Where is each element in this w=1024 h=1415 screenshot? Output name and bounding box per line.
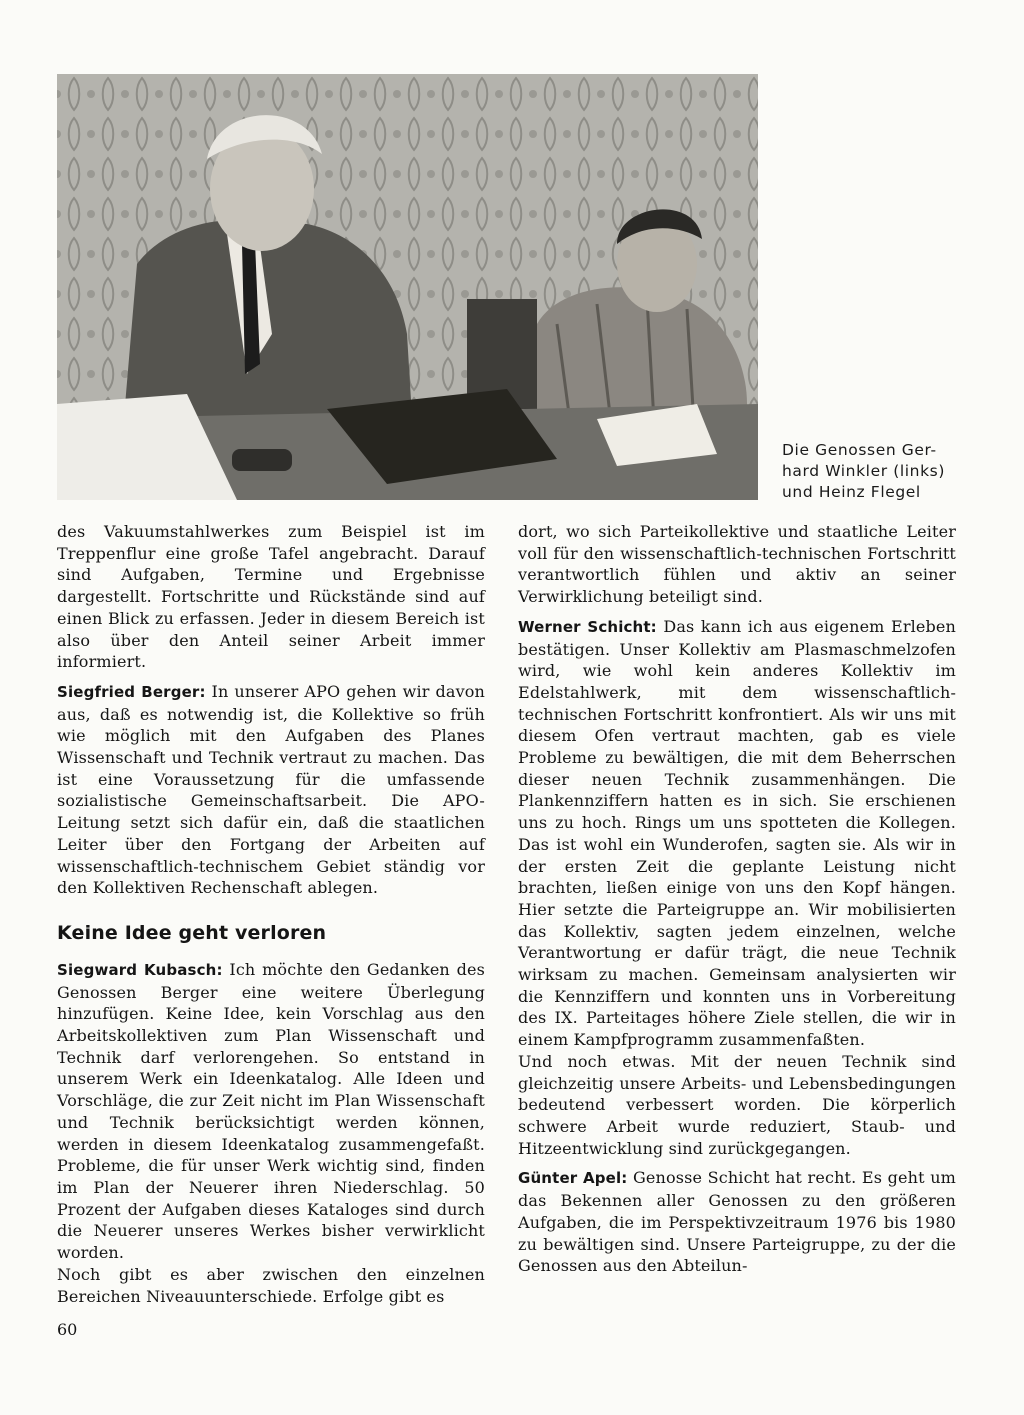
left-column xyxy=(57,521,485,1307)
paragraph xyxy=(57,681,485,899)
paragraph-text: Das kann ich aus eigenem Erleben bestätigen. Unser Kollektiv am Plasmaschmelzofen wird, wie wohl kein anderes Kollektiv im Edelstahlwerk, mit dem wissenschaftlich-technischen Fortschritt konfrontiert. Als wir uns mit diesem Ofen vertraut machten, gab es viele Probleme zu bewältigen, die mit dem Beherrschen dieser neuen Technik zusammenhängen. Die Plankennziffern hatten es in sich. Sie erschienen uns zu hoch. Rings um uns spotteten die Kollegen. Das ist wohl ein Wunderofen, sagten sie. Als wir in der ersten Zeit die geplante Leistung nicht brachten, ließen einige von uns den Kopf hängen. Hier setzte die Parteigruppe an. Wir mobilisierten das Kollektiv, sagten jedem einzelnen, welche Verantwortung er dafür trägt, die neue Technik wirksam zu machen. Gemeinsam analysierten wir die Kennziffern und konnten uns in Vorbereitung des IX. Parteitages höhere Ziele stellen, die wir in einem Kampfprogramm zusammenfaßten. xyxy=(518,616,957,1050)
paragraph: dort, wo sich Parteikollektive und staatliche Leiter voll für den wissenschaftlich-technischen Fortschritt verantwortlich fühlen und aktiv an seiner Verwirklichung beteiligt sind. xyxy=(518,522,956,607)
photograph xyxy=(57,74,758,500)
paragraph-text: Ich möchte den Gedanken des Genossen Berger eine weitere Überlegung hinzufügen. Keine Idee, kein Vorschlag aus den Arbeitskollektiven zum Plan Wissenschaft und Technik darf verlorengehen. So entstand in unserem Werk ein Ideenkatalog. Alle Ideen und Vorschläge, die zur Zeit nicht im Plan Wissenschaft und Technik berücksichtigt werden können, werden in diesem Ideenkatalog zusammengefaßt. Probleme, die für unser Werk wichtig sind, finden im Plan der Neuerer ihren Niederschlag. 50 Prozent der Aufgaben dieses Kataloges sind durch die Neuerer unseres Werkes bisher verwirklicht worden. xyxy=(57,959,485,1263)
section-heading: Keine Idee geht verloren xyxy=(57,921,327,944)
caption-line: Die Genossen Ger- xyxy=(782,441,937,459)
speaker-name: Günter Apel: xyxy=(518,1169,628,1188)
paragraph: Noch gibt es aber zwischen den einzelnen Bereichen Niveauunterschiede. Erfolge gibt es xyxy=(57,1264,485,1306)
paragraph: des Vakuumstahlwerkes zum Beispiel ist im Treppenflur eine große Tafel angebracht. Darauf sind Aufgaben, Termine und Ergebnisse dargestellt. Fortschritte und Rückstände sind auf einen Blick zu erfassen. Jeder in diesem Bereich ist also über den Anteil seiner Arbeit immer informiert. xyxy=(57,522,485,672)
right-column xyxy=(518,521,956,1277)
paragraph-text: Genosse Schicht hat recht. Es geht um das Bekennen aller Genossen zu den größeren Aufgaben, die im Perspektivzeitraum 1976 bis 1980 zu bewältigen sind. Unsere Parteigruppe, zu der die Genossen aus den Abteilun- xyxy=(518,1168,956,1276)
paragraph: Und noch etwas. Mit der neuen Technik sind gleichzeitig unsere Arbeits- und Lebensbedingungen bedeutend verbessert worden. Die körperlich schwere Arbeit wurde reduziert, Staub- und Hitzeentwicklung sind zurückgegangen. xyxy=(518,1051,956,1158)
paragraph-text: In unserer APO gehen wir davon aus, daß es notwendig ist, die Kollektive so früh wie möglich mit den Aufgaben des Planes Wissenschaft und Technik vertraut zu machen. Das ist eine Voraussetzung für die umfassende sozialistische Gemeinschaftsarbeit. Die APO-Leitung setzt sich dafür ein, daß die staatlichen Leiter über den Fortgang der Arbeiten auf wissenschaftlich-technischem Gebiet ständig vor den Kollektiven Rechenschaft ablegen. xyxy=(57,681,485,898)
paragraph xyxy=(57,959,485,1264)
paragraph xyxy=(518,1167,956,1277)
caption-line: hard Winkler (links) xyxy=(782,462,946,480)
speaker-name: Werner Schicht: xyxy=(518,617,657,636)
caption-line: und Heinz Flegel xyxy=(782,483,921,501)
paragraph xyxy=(518,616,956,1051)
photo-caption xyxy=(782,440,972,503)
speaker-name: Siegward Kubasch: xyxy=(57,960,223,979)
speaker-name: Siegfried Berger: xyxy=(57,682,206,701)
photo-two-men-at-table-icon xyxy=(57,74,758,500)
page-number: 60 xyxy=(57,1320,78,1339)
